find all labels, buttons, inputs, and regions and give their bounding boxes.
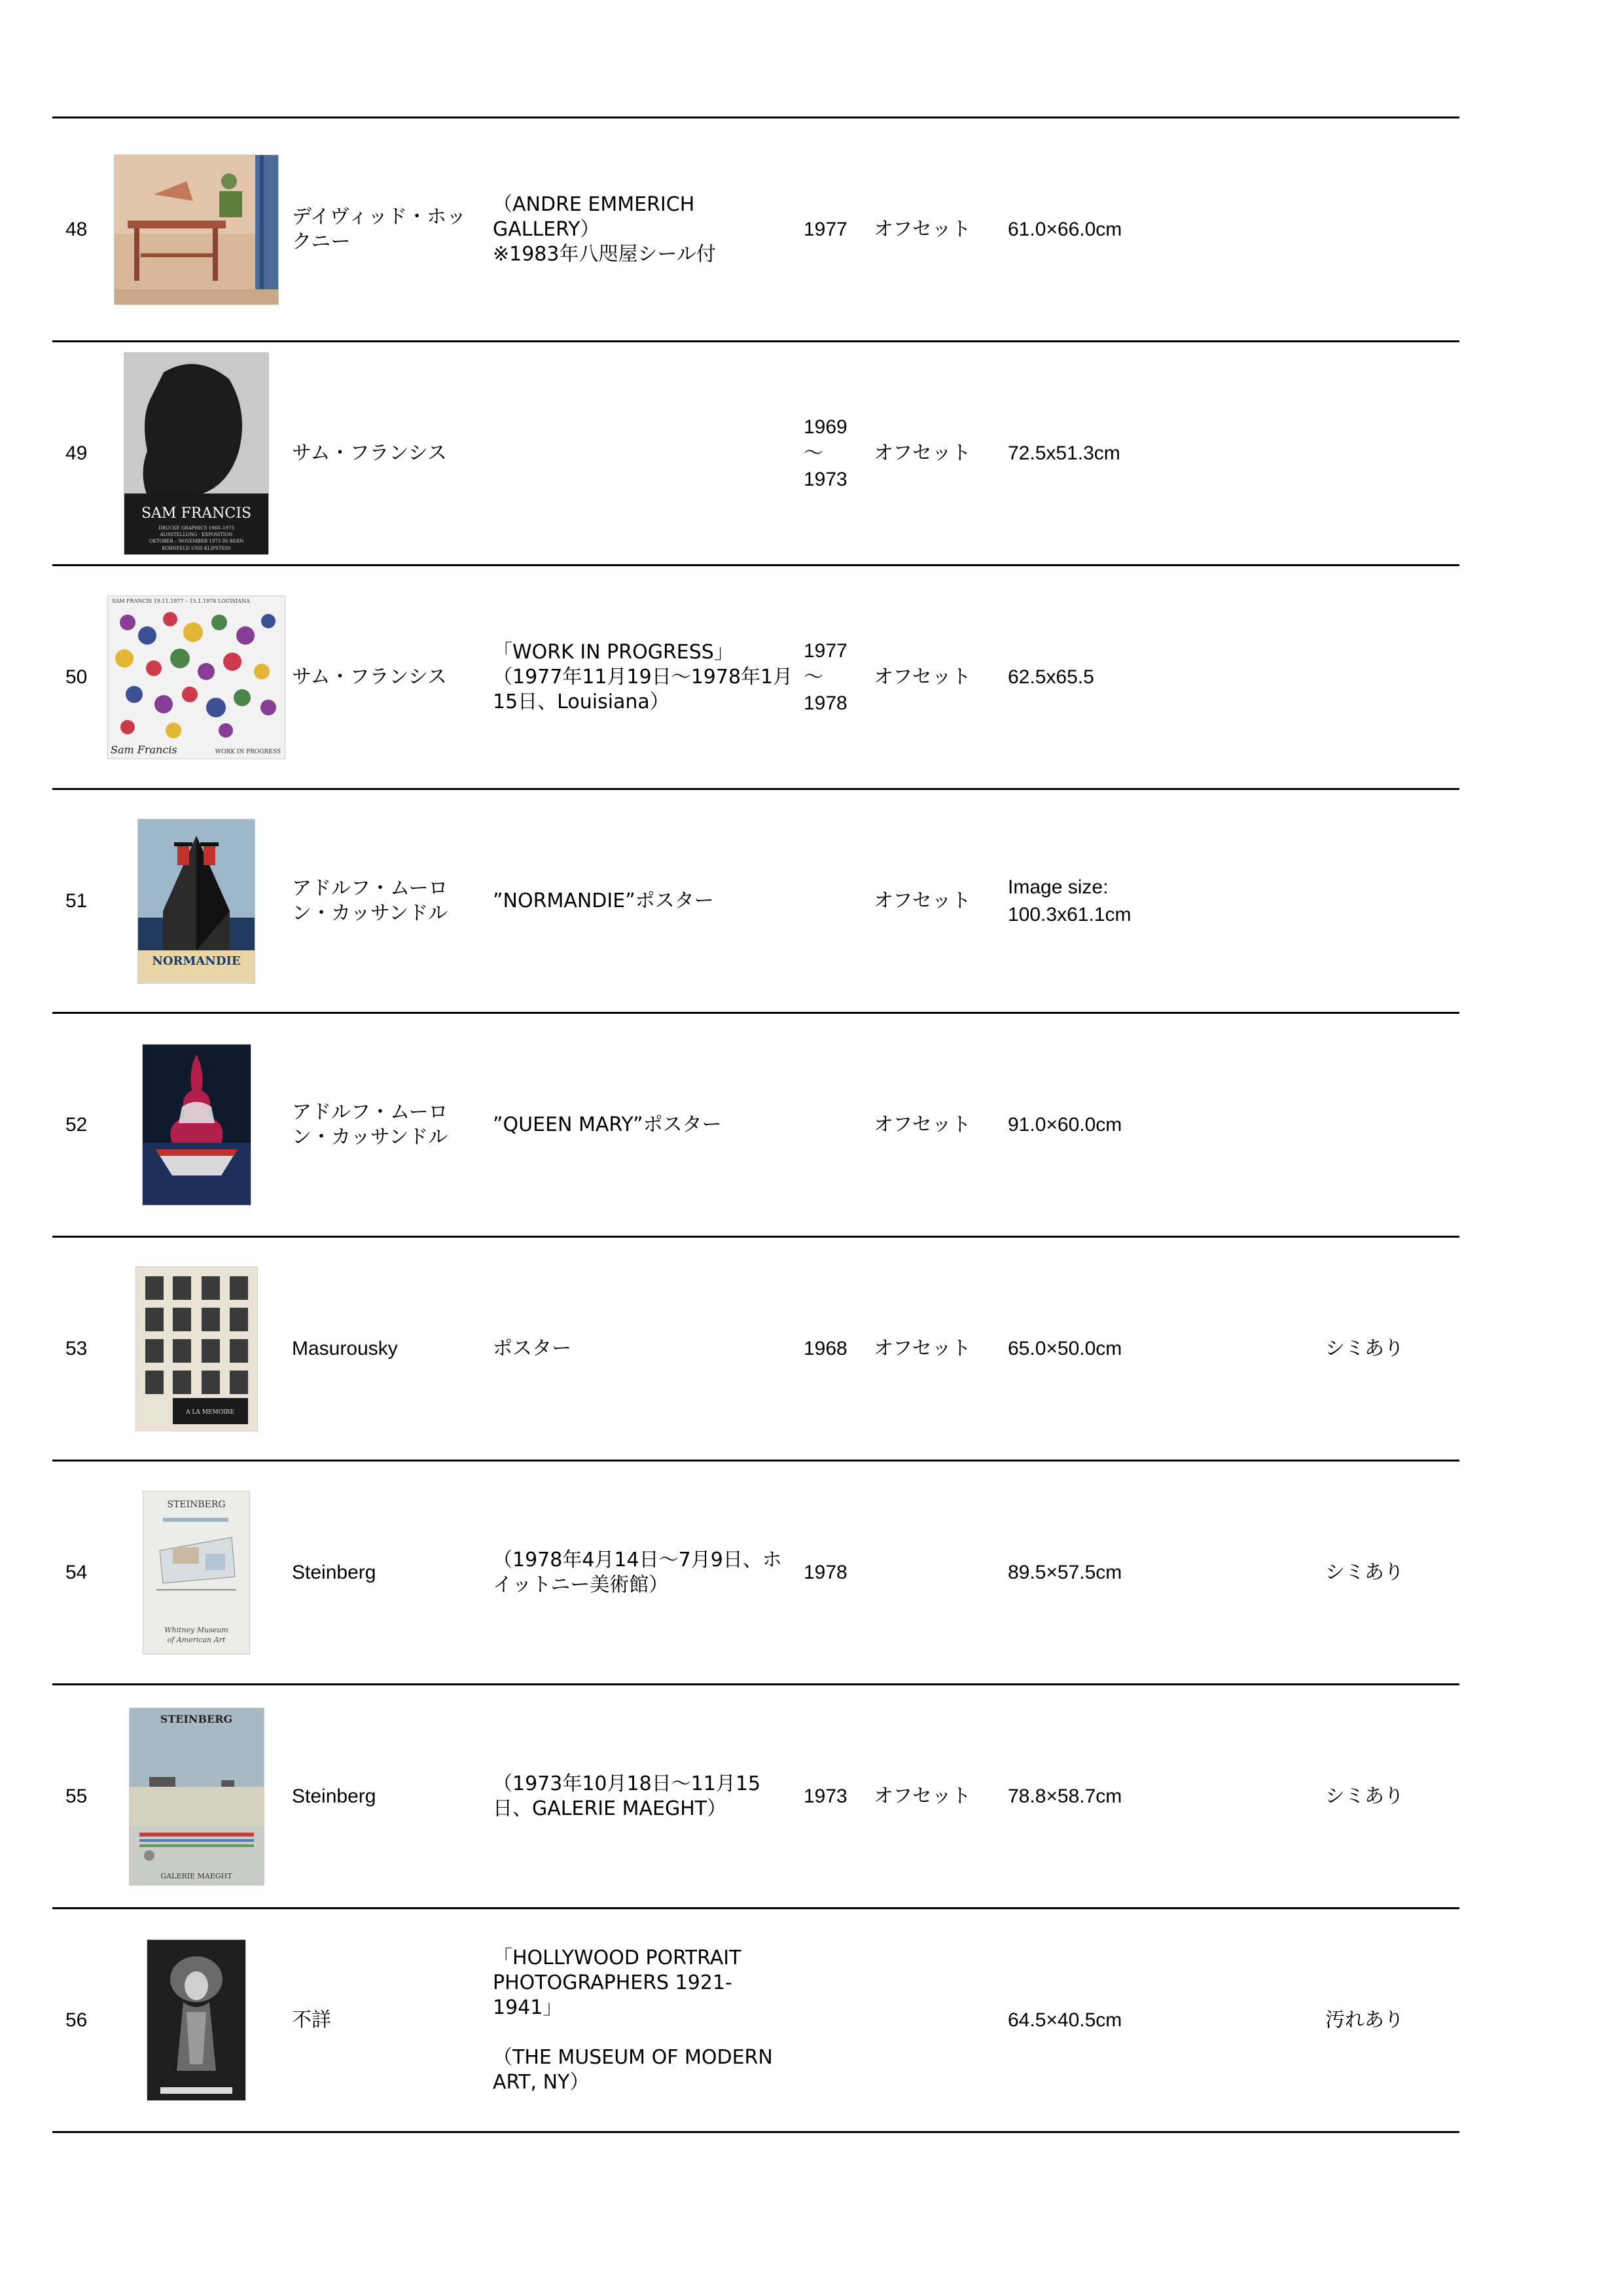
table-row xyxy=(52,1236,1459,1460)
technique: オフセット xyxy=(874,1336,971,1360)
table-row xyxy=(52,1460,1459,1683)
work-year xyxy=(804,1014,856,1236)
thumbnail-cell xyxy=(98,1685,294,1907)
artist-name: サム・フランシス xyxy=(292,441,447,465)
work-year: 1968 xyxy=(804,1337,847,1359)
work-title: （1978年4月14日〜7月9日、ホイットニー美術館） xyxy=(493,1548,782,1596)
work-size: 91.0×60.0cm xyxy=(1008,1113,1122,1136)
thumbnail-cell xyxy=(98,1238,294,1460)
work-size: 72.5x51.3cm xyxy=(1008,442,1120,464)
technique: オフセット xyxy=(874,1113,971,1136)
table-row xyxy=(52,1012,1459,1236)
thumbnail-cell xyxy=(98,566,294,788)
poster-thumbnail-queen-mary[interactable] xyxy=(143,1045,251,1205)
work-size: 61.0×66.0cm xyxy=(1008,218,1122,240)
item-number: 52 xyxy=(65,1113,88,1136)
work-year: 1978 xyxy=(804,1561,847,1583)
poster-sub-text: of American Art xyxy=(167,1635,226,1644)
poster-thumbnail-work-in-progress[interactable] xyxy=(108,596,285,759)
item-number: 48 xyxy=(65,218,88,240)
table-row xyxy=(52,564,1459,788)
artist-name: デイヴィッド・ホックニー xyxy=(292,205,467,253)
thumbnail-cell xyxy=(98,1462,294,1683)
work-size: 78.8×58.7cm xyxy=(1008,1785,1122,1807)
item-number: 53 xyxy=(65,1337,88,1359)
thumbnail-cell xyxy=(98,342,294,564)
catalog-table xyxy=(52,117,1459,2133)
item-number: 55 xyxy=(65,1785,88,1807)
thumbnail-cell xyxy=(98,118,294,340)
thumbnail-cell xyxy=(98,1014,294,1236)
table-row xyxy=(52,340,1459,564)
poster-thumbnail-normandie[interactable] xyxy=(138,819,255,983)
work-title: 「WORK IN PROGRESS」 （1977年11月19日〜1978年1月15日、Louisiana） xyxy=(493,640,793,713)
work-year: 1969 〜 1973 xyxy=(804,416,847,490)
poster-title-text: NORMANDIE xyxy=(152,954,241,968)
item-number: 51 xyxy=(65,889,88,912)
technique: オフセット xyxy=(874,889,971,912)
condition-note xyxy=(1325,566,1456,788)
condition-note xyxy=(1325,118,1456,340)
condition-note xyxy=(1325,342,1456,564)
technique: オフセット xyxy=(874,217,971,241)
poster-sub-text: KORNFELD UND KLIPSTEIN xyxy=(162,545,231,551)
condition-note: シミあり xyxy=(1325,1336,1404,1360)
item-number: 49 xyxy=(65,442,88,464)
poster-thumbnail-steinberg-whitney[interactable] xyxy=(143,1492,249,1654)
poster-thumbnail-steinberg-maeght[interactable] xyxy=(130,1708,264,1885)
poster-title-text: SAM FRANCIS xyxy=(141,505,252,522)
work-year: 1977 〜 1978 xyxy=(804,639,847,714)
work-title: （ANDRE EMMERICH GALLERY） ※1983年八咫屋シール付 xyxy=(493,192,716,266)
thumbnail-cell xyxy=(98,790,294,1012)
artist-name: サム・フランシス xyxy=(292,665,447,689)
work-size: 65.0×50.0cm xyxy=(1008,1337,1122,1359)
poster-title-text: STEINBERG xyxy=(167,1499,226,1510)
work-year xyxy=(804,790,856,1012)
poster-sub-text: GALERIE MAEGHT xyxy=(160,1871,232,1880)
item-number: 50 xyxy=(65,666,88,688)
poster-sub-text: DRUCKE GRAPHICS 1960–1973 xyxy=(158,525,234,531)
condition-note xyxy=(1325,1014,1456,1236)
item-number: 54 xyxy=(65,1561,88,1583)
poster-thumbnail-masurousky[interactable] xyxy=(136,1267,257,1431)
poster-sub-text: AUSSTELLUNG · EXPOSITION xyxy=(160,531,233,537)
work-size: 64.5×40.5cm xyxy=(1008,2009,1122,2031)
poster-thumbnail-sam-francis-portrait[interactable] xyxy=(124,353,268,554)
work-title: （1973年10月18日〜11月15日、GALERIE MAEGHT） xyxy=(493,1772,761,1820)
work-year xyxy=(804,1909,856,2131)
artist-name: Steinberg xyxy=(292,1785,376,1807)
thumbnail-cell xyxy=(98,1909,294,2131)
work-title: 「HOLLYWOOD PORTRAIT PHOTOGRAPHERS 1921-1941」 （THE MUSEUM OF MODERN ART, NY） xyxy=(493,1946,773,2094)
poster-thumbnail-hockney[interactable] xyxy=(115,155,278,304)
technique: オフセット xyxy=(874,441,971,465)
work-year: 1973 xyxy=(804,1785,847,1807)
poster-sub-text: Whitney Museum xyxy=(164,1625,228,1634)
poster-top-text: SAM FRANCIS 19.11.1977 – 15.1.1978 LOUISIANA xyxy=(112,598,250,604)
artist-name: Masurousky xyxy=(292,1337,398,1359)
artist-name: アドルフ・ムーロン・カッサンドル xyxy=(292,1100,448,1149)
work-size: 89.5×57.5cm xyxy=(1008,1561,1122,1583)
artist-name: 不詳 xyxy=(292,2008,331,2032)
poster-title-text: A LA MEMOIRE xyxy=(185,1408,234,1416)
work-title: ”QUEEN MARY”ポスター xyxy=(493,1113,722,1136)
work-title xyxy=(493,342,794,564)
work-title: ポスター xyxy=(493,1336,571,1360)
work-size: Image size: 100.3x61.1cm xyxy=(1008,876,1132,925)
condition-note: 汚れあり xyxy=(1325,2008,1404,2032)
technique xyxy=(874,1909,985,2131)
table-row xyxy=(52,1907,1459,2133)
poster-sub-text: OKTOBER – NOVEMBER 1973 IN BERN xyxy=(149,538,244,544)
poster-bottom-text: WORK IN PROGRESS xyxy=(215,748,281,755)
condition-note: シミあり xyxy=(1325,1784,1404,1808)
table-row xyxy=(52,117,1459,340)
poster-signature: Sam Francis xyxy=(111,743,177,756)
technique: オフセット xyxy=(874,1784,971,1808)
condition-note xyxy=(1325,790,1456,1012)
artist-name: Steinberg xyxy=(292,1561,376,1583)
technique xyxy=(874,1462,985,1683)
work-year: 1977 xyxy=(804,218,847,240)
table-row xyxy=(52,1683,1459,1907)
technique: オフセット xyxy=(874,665,971,689)
item-number: 56 xyxy=(65,2009,88,2031)
work-size: 62.5x65.5 xyxy=(1008,666,1094,688)
table-row xyxy=(52,788,1459,1012)
artist-name: アドルフ・ムーロン・カッサンドル xyxy=(292,876,448,925)
poster-title-text: STEINBERG xyxy=(160,1712,232,1725)
condition-note: シミあり xyxy=(1325,1560,1404,1584)
poster-thumbnail-hollywood[interactable] xyxy=(147,1940,245,2100)
work-title: ”NORMANDIE”ポスター xyxy=(493,889,714,912)
